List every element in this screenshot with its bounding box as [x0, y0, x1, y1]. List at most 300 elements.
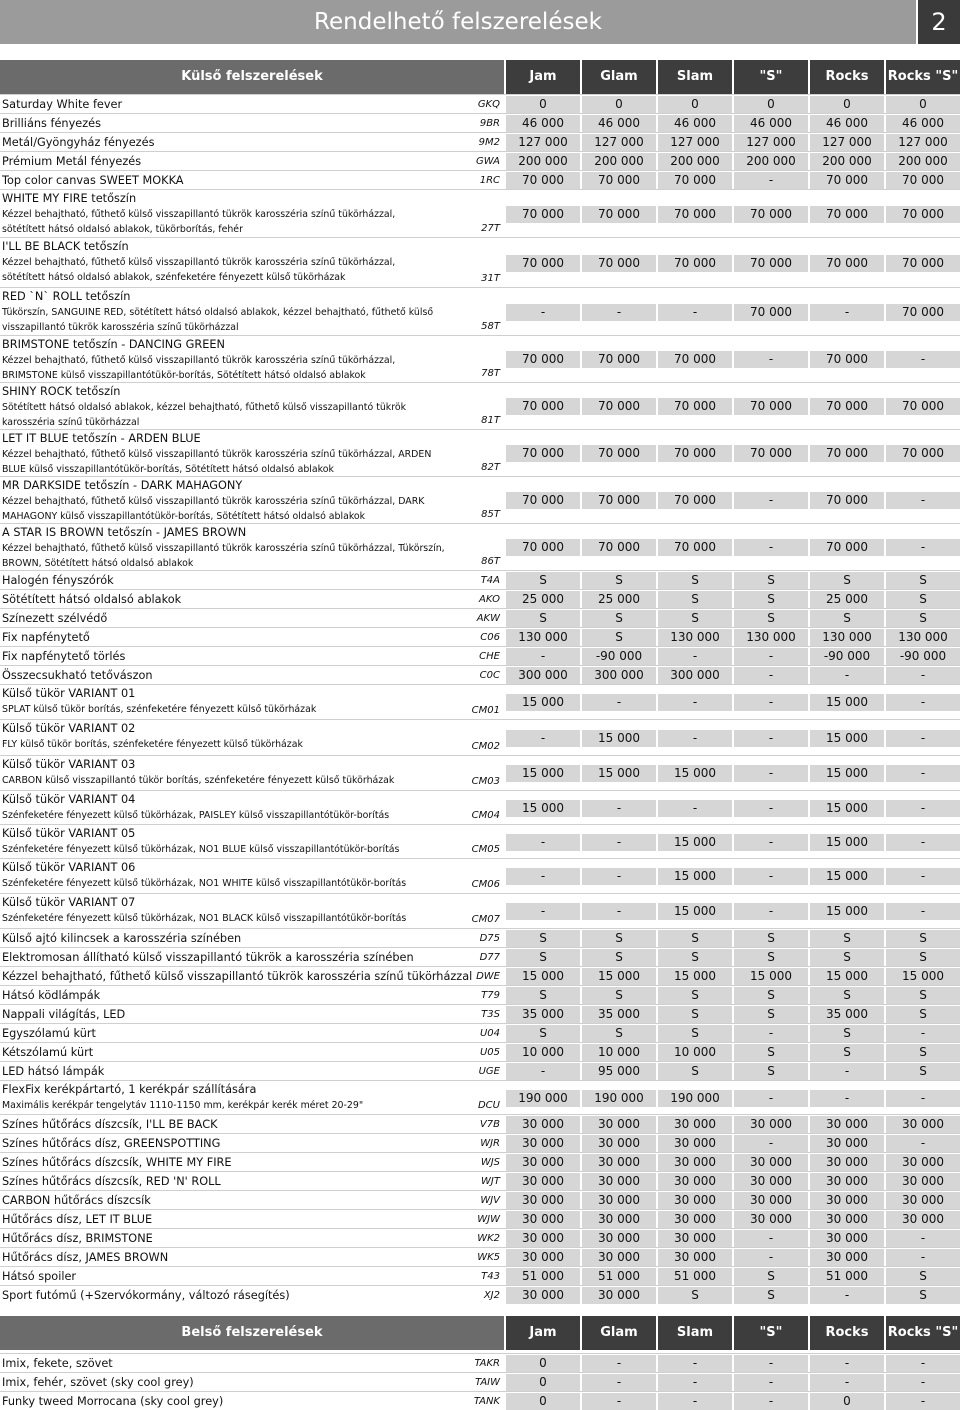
option-code: CM06 — [471, 879, 500, 890]
table-row — [0, 684, 960, 719]
price-cell: S — [886, 591, 960, 608]
row-name: Külső ajtó kilincsek a karosszéria színében — [2, 932, 242, 945]
price-cell: 70 000 — [734, 445, 808, 462]
option-code: WJW — [477, 1214, 500, 1225]
row-name: Színes hűtőrács díszcsík, I'LL BE BACK — [2, 1118, 218, 1131]
price-cell: - — [734, 172, 808, 189]
price-cell: - — [886, 1374, 960, 1391]
row-description: FLY külső tükör borítás, szénfeketére fényezett külső tükörházak — [2, 739, 303, 750]
price-cell: 70 000 — [810, 492, 884, 509]
price-cell: - — [582, 1355, 656, 1372]
price-cell: 30 000 — [658, 1116, 732, 1133]
exterior-column-header: Jam — [506, 60, 580, 94]
table-row — [0, 608, 960, 627]
price-cell: - — [886, 868, 960, 885]
price-cell: - — [734, 1393, 808, 1410]
price-cell: 35 000 — [810, 1006, 884, 1023]
price-cell: 70 000 — [658, 351, 732, 368]
price-cell: - — [734, 1090, 808, 1107]
row-name: Fix napfénytető — [2, 631, 90, 644]
price-cell: - — [734, 1025, 808, 1042]
option-code: T3S — [481, 1009, 500, 1020]
price-cell: - — [810, 1374, 884, 1391]
table-row — [0, 382, 960, 429]
price-cell: 51 000 — [810, 1268, 884, 1285]
price-cell: 30 000 — [506, 1249, 580, 1266]
price-cell: - — [658, 800, 732, 817]
price-cell: - — [810, 667, 884, 684]
price-cell: 15 000 — [810, 903, 884, 920]
price-cell: - — [658, 1374, 732, 1391]
price-cell: - — [734, 492, 808, 509]
price-cell: 30 000 — [734, 1192, 808, 1209]
price-cell: S — [658, 591, 732, 608]
price-cell: 30 000 — [506, 1287, 580, 1304]
price-cell: 70 000 — [658, 445, 732, 462]
table-row — [0, 966, 960, 985]
price-cell: 70 000 — [886, 445, 960, 462]
row-name: Metál/Gyöngyház fényezés — [2, 136, 155, 149]
price-cell: 46 000 — [810, 115, 884, 132]
price-cell: S — [734, 1063, 808, 1080]
price-cell: 46 000 — [582, 115, 656, 132]
price-cell: 300 000 — [582, 667, 656, 684]
price-cell: 46 000 — [658, 115, 732, 132]
price-cell: 70 000 — [810, 398, 884, 415]
row-description: Kézzel behajtható, fűthető külső visszapillantó tükrök karosszéria színű tükörházzal, — [2, 257, 396, 268]
row-description: visszapillantó tükrök karosszéria színű tükörházzal — [2, 322, 239, 333]
price-cell: 30 000 — [506, 1135, 580, 1152]
price-cell: 70 000 — [810, 172, 884, 189]
price-cell: S — [658, 1006, 732, 1023]
price-cell: S — [810, 610, 884, 627]
option-code: T79 — [481, 990, 500, 1001]
price-cell: - — [886, 1025, 960, 1042]
price-cell: 200 000 — [506, 153, 580, 170]
price-cell: 15 000 — [582, 968, 656, 985]
price-cell: 15 000 — [658, 903, 732, 920]
table-row — [0, 1285, 960, 1304]
row-description: MAHAGONY külső visszapillantótükör-borítás, Sötétített hátsó oldalsó ablakok — [2, 511, 366, 522]
exterior-column-header: Glam — [582, 60, 656, 94]
price-cell: - — [582, 903, 656, 920]
table-row — [0, 1023, 960, 1042]
price-cell: - — [582, 1374, 656, 1391]
price-cell: 30 000 — [582, 1249, 656, 1266]
price-cell: -90 000 — [886, 648, 960, 665]
table-row — [0, 947, 960, 966]
price-cell: - — [886, 351, 960, 368]
price-cell: - — [886, 903, 960, 920]
row-name: Hátsó ködlámpák — [2, 989, 101, 1002]
price-cell: S — [734, 1006, 808, 1023]
row-name: Kétszólamú kürt — [2, 1046, 94, 1059]
price-cell: 70 000 — [886, 398, 960, 415]
price-cell: - — [658, 730, 732, 747]
option-code: AKW — [476, 613, 500, 624]
price-cell: - — [734, 1249, 808, 1266]
price-cell: - — [506, 868, 580, 885]
row-name: SHINY ROCK tetőszín — [2, 385, 121, 398]
price-cell: S — [506, 949, 580, 966]
price-cell: - — [734, 648, 808, 665]
price-cell: 15 000 — [810, 800, 884, 817]
price-cell: S — [810, 572, 884, 589]
row-name: FlexFix kerékpártartó, 1 kerékpár szállítására — [2, 1083, 257, 1096]
price-cell: 200 000 — [886, 153, 960, 170]
table-row — [0, 189, 960, 237]
price-cell: 190 000 — [506, 1090, 580, 1107]
price-cell: - — [734, 351, 808, 368]
row-description: Szénfeketére fényezett külső tükörházak, PAISLEY külső visszapillantótükör-borítás — [2, 810, 390, 821]
price-cell: 30 000 — [886, 1154, 960, 1171]
price-cell: - — [506, 648, 580, 665]
interior-column-header: Jam — [506, 1316, 580, 1350]
price-cell: 300 000 — [506, 667, 580, 684]
price-cell: - — [582, 834, 656, 851]
table-row — [0, 132, 960, 151]
price-cell: 70 000 — [582, 398, 656, 415]
price-cell: 30 000 — [582, 1192, 656, 1209]
price-cell: 30 000 — [506, 1173, 580, 1190]
price-cell: S — [886, 930, 960, 947]
option-code: 85T — [481, 509, 500, 520]
row-name: MR DARKSIDE tetőszín - DARK MAHAGONY — [2, 479, 243, 492]
option-code: TAKR — [474, 1358, 500, 1369]
table-row — [0, 94, 960, 113]
price-cell: 70 000 — [506, 351, 580, 368]
table-row — [0, 1042, 960, 1061]
exterior-column-header: Slam — [658, 60, 732, 94]
table-row — [0, 151, 960, 170]
price-cell: 130 000 — [658, 629, 732, 646]
option-code: 58T — [481, 321, 500, 332]
price-cell: S — [506, 987, 580, 1004]
price-cell: - — [582, 800, 656, 817]
option-code: 31T — [481, 273, 500, 284]
table-row — [0, 1080, 960, 1114]
table-row — [0, 589, 960, 608]
price-cell: 70 000 — [582, 445, 656, 462]
row-description: Kézzel behajtható, fűthető külső visszapillantó tükrök karosszéria színű tükörházzal, DARK — [2, 496, 425, 507]
price-cell: 30 000 — [582, 1154, 656, 1171]
row-name: Színes hűtőrács díszcsík, RED 'N' ROLL — [2, 1175, 221, 1188]
row-name: I'LL BE BLACK tetőszín — [2, 240, 129, 253]
price-cell: S — [734, 1287, 808, 1304]
price-cell: 30 000 — [506, 1154, 580, 1171]
row-name: Funky tweed Morrocana (sky cool grey) — [2, 1395, 224, 1408]
table-row — [0, 476, 960, 523]
price-cell: 30 000 — [582, 1287, 656, 1304]
row-name: Fix napfénytető törlés — [2, 650, 126, 663]
option-code: CM02 — [471, 741, 500, 752]
option-code: 9BR — [479, 118, 500, 129]
price-cell: - — [886, 834, 960, 851]
option-code: 86T — [481, 556, 500, 567]
price-cell: 70 000 — [582, 539, 656, 556]
price-cell: S — [506, 572, 580, 589]
price-cell: 30 000 — [658, 1230, 732, 1247]
table-row — [0, 1171, 960, 1190]
price-cell: - — [886, 539, 960, 556]
price-cell: 51 000 — [658, 1268, 732, 1285]
row-name: Külső tükör VARIANT 04 — [2, 793, 136, 806]
price-cell: S — [658, 930, 732, 947]
row-description: CARBON külső visszapillantó tükör borítás, szénfeketére fényezett külső tükörházak — [2, 775, 395, 786]
price-cell: 95 000 — [582, 1063, 656, 1080]
price-cell: 130 000 — [810, 629, 884, 646]
price-cell: 30 000 — [658, 1192, 732, 1209]
price-cell: S — [886, 949, 960, 966]
price-cell: 70 000 — [886, 304, 960, 321]
row-description: sötétített hátsó oldalsó ablakok, szénfeketére fényezett külső tükörházak — [2, 272, 346, 283]
table-row — [0, 523, 960, 570]
price-cell: S — [506, 610, 580, 627]
interior-section-header — [0, 1316, 960, 1350]
price-cell: - — [506, 834, 580, 851]
row-name: Összecsukható tetővászon — [2, 669, 153, 682]
price-cell: S — [886, 1006, 960, 1023]
option-code: GKQ — [477, 99, 500, 110]
row-name: A STAR IS BROWN tetőszín - JAMES BROWN — [2, 526, 247, 539]
row-name: WHITE MY FIRE tetőszín — [2, 192, 137, 205]
row-description: Kézzel behajtható, fűthető külső visszapillantó tükrök karosszéria színű tükörházzal, Tükörszín, — [2, 543, 445, 554]
price-cell: 200 000 — [810, 153, 884, 170]
price-cell: - — [734, 694, 808, 711]
page-title: Rendelhető felszerelések — [314, 9, 602, 35]
row-name: Sport futómű (+Szervókormány, változó rásegítés) — [2, 1289, 290, 1302]
option-code: D77 — [479, 952, 500, 963]
row-name: Brilliáns fényezés — [2, 117, 101, 130]
row-description: SPLAT külső tükör borítás, szénfeketére fényezett külső tükörházak — [2, 704, 317, 715]
price-cell: 15 000 — [658, 834, 732, 851]
price-cell: - — [886, 1230, 960, 1247]
table-row — [0, 1228, 960, 1247]
price-cell: - — [734, 667, 808, 684]
price-cell: 15 000 — [658, 765, 732, 782]
price-cell: S — [734, 930, 808, 947]
price-cell: S — [734, 949, 808, 966]
price-cell: 130 000 — [506, 629, 580, 646]
option-code: 9M2 — [478, 137, 500, 148]
price-cell: 0 — [506, 1393, 580, 1410]
price-cell: 200 000 — [658, 153, 732, 170]
row-description: Sötétített hátsó oldalsó ablakok, kézzel behajtható, fűthető külső visszapillantó tükrök — [2, 402, 407, 413]
option-code: 27T — [481, 223, 500, 234]
option-code: 78T — [481, 368, 500, 379]
row-description: Szénfeketére fényezett külső tükörházak, NO1 WHITE külső visszapillantótükör-borítás — [2, 878, 407, 889]
price-cell: S — [810, 987, 884, 1004]
price-cell: - — [734, 834, 808, 851]
interior-column-header: "S" — [734, 1316, 808, 1350]
price-cell: 70 000 — [658, 255, 732, 272]
price-cell: 70 000 — [810, 351, 884, 368]
option-code: CM05 — [471, 844, 500, 855]
price-cell: 30 000 — [658, 1135, 732, 1152]
price-cell: 70 000 — [734, 398, 808, 415]
table-row — [0, 858, 960, 893]
table-row — [0, 1114, 960, 1133]
price-cell: 30 000 — [886, 1192, 960, 1209]
option-code: WK5 — [477, 1252, 500, 1263]
price-cell: S — [734, 987, 808, 1004]
price-cell: - — [734, 765, 808, 782]
table-row — [0, 287, 960, 335]
row-description: Maximális kerékpár tengelytáv 1110-1150 mm, kerékpár kerék méret 20-29" — [2, 1100, 364, 1111]
price-cell: 70 000 — [810, 255, 884, 272]
price-cell: - — [886, 1249, 960, 1266]
price-cell: - — [506, 730, 580, 747]
price-cell: - — [734, 730, 808, 747]
price-cell: 15 000 — [734, 968, 808, 985]
row-name: Külső tükör VARIANT 03 — [2, 758, 136, 771]
price-cell: 70 000 — [658, 172, 732, 189]
price-cell: 30 000 — [810, 1173, 884, 1190]
row-name: Top color canvas SWEET MOKKA — [2, 174, 184, 187]
price-cell: 30 000 — [810, 1230, 884, 1247]
price-cell: 15 000 — [506, 800, 580, 817]
price-cell: - — [582, 304, 656, 321]
row-name: Színezett szélvédő — [2, 612, 108, 625]
price-cell: S — [658, 1025, 732, 1042]
price-cell: S — [658, 987, 732, 1004]
option-code: WJS — [480, 1157, 500, 1168]
price-cell: 15 000 — [810, 968, 884, 985]
price-cell: - — [886, 667, 960, 684]
price-cell: 70 000 — [582, 351, 656, 368]
price-cell: 70 000 — [658, 492, 732, 509]
price-cell: S — [886, 610, 960, 627]
option-code: TAIW — [475, 1377, 500, 1388]
price-cell: 15 000 — [658, 968, 732, 985]
price-cell: S — [886, 1287, 960, 1304]
price-cell: 30 000 — [734, 1116, 808, 1133]
price-cell: 46 000 — [734, 115, 808, 132]
price-cell: 15 000 — [810, 765, 884, 782]
row-description: Tükörszín, SANGUINE RED, sötétített hátsó oldalsó ablakok, kézzel behajtható, fűthető külső — [2, 307, 434, 318]
price-cell: S — [886, 1044, 960, 1061]
price-cell: 30 000 — [658, 1211, 732, 1228]
option-code: U04 — [479, 1028, 500, 1039]
row-name: Saturday White fever — [2, 98, 123, 111]
row-name: Elektromosan állítható külső visszapillantó tükrök a karosszéria színében — [2, 951, 414, 964]
option-code: DWE — [476, 971, 500, 982]
price-cell: 70 000 — [582, 206, 656, 223]
price-cell: 0 — [810, 1393, 884, 1410]
price-cell: 70 000 — [734, 255, 808, 272]
price-cell: S — [658, 1287, 732, 1304]
price-cell: 70 000 — [886, 255, 960, 272]
row-description: sötétített hátsó oldalsó ablakok, tükörborítás, fehér — [2, 224, 243, 235]
price-cell: 10 000 — [658, 1044, 732, 1061]
price-cell: S — [582, 572, 656, 589]
option-code: WJT — [481, 1176, 500, 1187]
price-cell: 127 000 — [658, 134, 732, 151]
row-name: Külső tükör VARIANT 06 — [2, 861, 136, 874]
price-cell: - — [582, 1393, 656, 1410]
row-name: Külső tükör VARIANT 07 — [2, 896, 136, 909]
price-cell: S — [734, 1268, 808, 1285]
row-name: RED `N` ROLL tetőszín — [2, 290, 131, 303]
price-cell: 0 — [506, 1355, 580, 1372]
table-row — [0, 824, 960, 858]
price-cell: 30 000 — [658, 1173, 732, 1190]
price-cell: 127 000 — [582, 134, 656, 151]
price-cell: 70 000 — [810, 445, 884, 462]
price-cell: 70 000 — [506, 445, 580, 462]
row-description: Szénfeketére fényezett külső tükörházak, NO1 BLUE külső visszapillantótükör-borítás — [2, 844, 400, 855]
table-row — [0, 237, 960, 287]
price-cell: 30 000 — [582, 1173, 656, 1190]
price-cell: 10 000 — [506, 1044, 580, 1061]
option-code: U05 — [479, 1047, 500, 1058]
price-cell: 70 000 — [506, 539, 580, 556]
price-cell: 300 000 — [658, 667, 732, 684]
price-cell: - — [734, 1374, 808, 1391]
price-cell: - — [582, 868, 656, 885]
price-cell: 127 000 — [734, 134, 808, 151]
price-cell: - — [886, 492, 960, 509]
option-code: UGE — [478, 1066, 500, 1077]
price-cell: - — [810, 1355, 884, 1372]
price-cell: - — [886, 1090, 960, 1107]
price-cell: 70 000 — [810, 206, 884, 223]
price-cell: 127 000 — [886, 134, 960, 151]
exterior-section-title: Külső felszerelések — [0, 60, 504, 94]
price-cell: 70 000 — [658, 398, 732, 415]
price-cell: - — [886, 800, 960, 817]
row-name: Imix, fehér, szövet (sky cool grey) — [2, 1376, 194, 1389]
price-cell: - — [582, 694, 656, 711]
price-cell: 70 000 — [582, 255, 656, 272]
price-cell: 70 000 — [658, 206, 732, 223]
price-cell: - — [886, 730, 960, 747]
row-description: Szénfeketére fényezett külső tükörházak, NO1 BLACK külső visszapillantótükör-borítás — [2, 913, 407, 924]
price-cell: - — [886, 1355, 960, 1372]
row-description: BRIMSTONE külső visszapillantótükör-borítás, Sötétített hátsó oldalsó ablakok — [2, 370, 366, 381]
price-cell: 15 000 — [810, 834, 884, 851]
price-cell: 46 000 — [886, 115, 960, 132]
option-code: CM04 — [471, 810, 500, 821]
price-cell: 0 — [658, 96, 732, 113]
price-cell: 30 000 — [734, 1154, 808, 1171]
price-cell: - — [734, 539, 808, 556]
table-row — [0, 627, 960, 646]
price-cell: 30 000 — [658, 1154, 732, 1171]
price-cell: 15 000 — [658, 868, 732, 885]
price-cell: 70 000 — [886, 172, 960, 189]
price-cell: 10 000 — [582, 1044, 656, 1061]
option-code: WJR — [480, 1138, 500, 1149]
row-name: Prémium Metál fényezés — [2, 155, 142, 168]
title-bar — [0, 0, 916, 44]
price-cell: S — [810, 1044, 884, 1061]
interior-section-title: Belső felszerelések — [0, 1316, 504, 1350]
price-cell: 70 000 — [658, 539, 732, 556]
price-cell: - — [658, 1393, 732, 1410]
row-description: BLUE külső visszapillantótükör-borítás, Sötétített hátsó oldalsó ablakok — [2, 464, 334, 475]
page-number: 2 — [918, 0, 960, 44]
price-cell: 30 000 — [582, 1135, 656, 1152]
price-cell: S — [810, 930, 884, 947]
row-name: Külső tükör VARIANT 02 — [2, 722, 136, 735]
row-name: Színes hűtőrács dísz, GREENSPOTTING — [2, 1137, 221, 1150]
interior-column-header: Glam — [582, 1316, 656, 1350]
row-name: Kézzel behajtható, fűthető külső visszapillantó tükrök karosszéria színű tükörházzal — [2, 970, 473, 983]
price-cell: 70 000 — [506, 255, 580, 272]
price-cell: 30 000 — [810, 1192, 884, 1209]
price-cell: 70 000 — [734, 206, 808, 223]
